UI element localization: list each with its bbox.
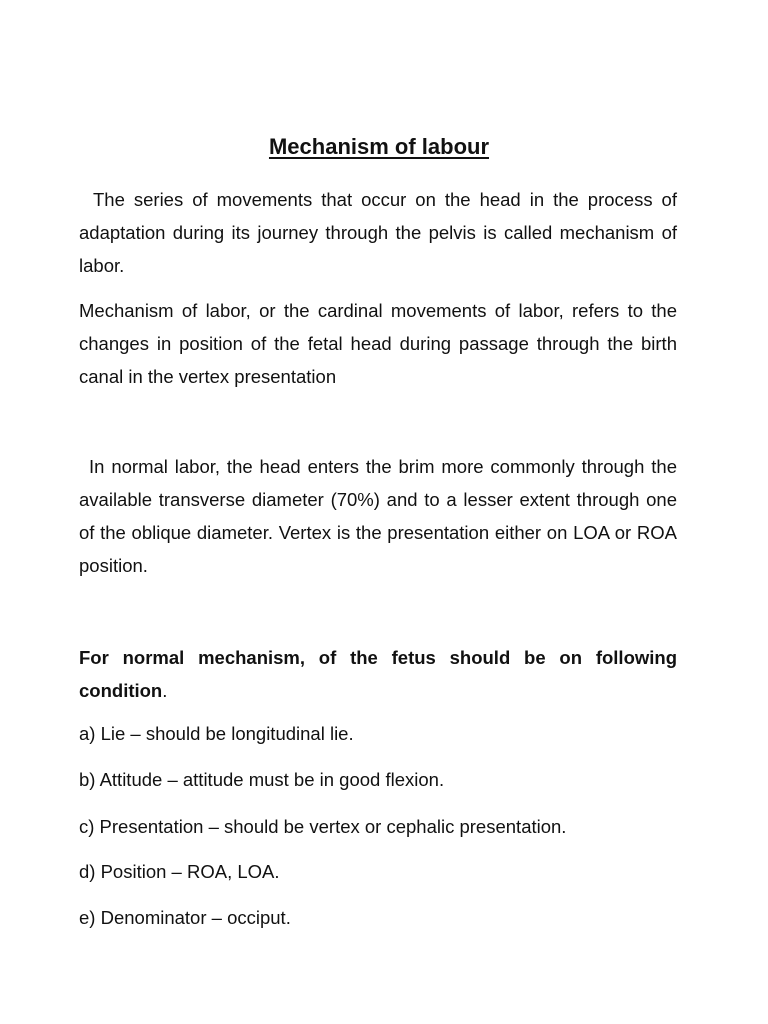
condition-heading-period: . (162, 680, 168, 701)
paragraph-normal-labor: In normal labor, the head enters the brim more commonly through the available transverse diameter (70%) and to a lesser extent through one of the oblique diameter. Vertex is the presentation either on LOA or ROA position. (79, 456, 677, 576)
list-item: a) Lie – should be longitudinal lie. (79, 723, 354, 744)
list-item: e) Denominator – occiput. (79, 907, 291, 928)
list-item: b) Attitude – attitude must be in good flexion. (79, 769, 445, 790)
paragraph-definition: The series of movements that occur on the head in the process of adaptation during its journey through the pelvis is called mechanism of labor. (79, 189, 677, 276)
list-item: c) Presentation – should be vertex or cephalic presentation. (79, 816, 567, 837)
condition-heading (79, 641, 677, 707)
condition-heading-text: For normal mechanism, of the fetus should be on following condition (79, 647, 677, 701)
list-item: d) Position – ROA, LOA. (79, 861, 280, 882)
page-title: Mechanism of labour (268, 134, 490, 159)
paragraph-cardinal-movements: Mechanism of labor, or the cardinal movements of labor, refers to the changes in position of the fetal head during passage through the birth canal in the vertex presentation (79, 300, 677, 387)
